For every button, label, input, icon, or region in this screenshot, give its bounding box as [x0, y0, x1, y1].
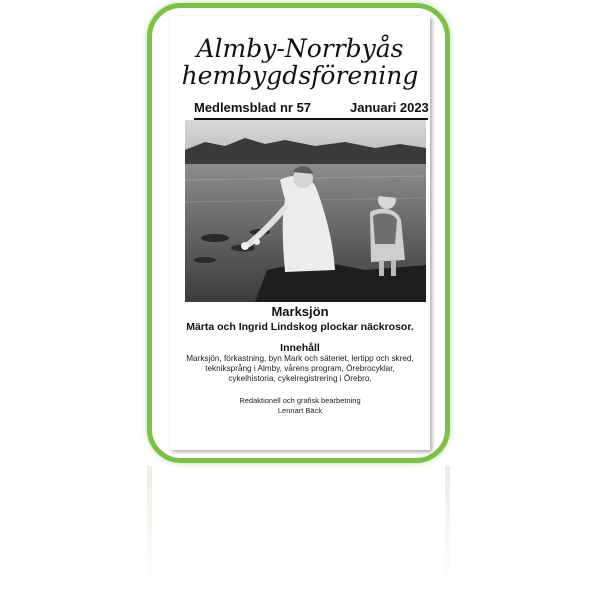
title-line-2: hembygdsförening — [181, 61, 419, 90]
caption-title: Marksjön — [271, 304, 329, 319]
contents-text: Marksjön, förkastning, byn Mark och säteriet, lertipp och skred, tekniksprång i Almby, vårens program, Örebrocyklar, cykelhistoria, cykelregistrering i Örebro. — [186, 354, 414, 383]
document-title — [170, 35, 430, 89]
contents-heading: Innehåll — [280, 342, 320, 354]
cover-card — [147, 3, 450, 463]
title-line-1: Almby-Norrbyås — [196, 34, 404, 63]
caption-subtitle: Märta och Ingrid Lindskog plockar näckrosor. — [186, 321, 414, 333]
credit-line-1: Redaktionell och grafisk bearbetning — [239, 396, 361, 405]
issue-number: Medlemsblad nr 57 — [194, 100, 312, 115]
credit-line-2: Lennart Bäck — [277, 405, 323, 415]
credit — [170, 396, 430, 415]
newsletter-page — [170, 16, 430, 450]
cover-photo — [185, 120, 426, 302]
issue-date: Januari 2023 — [350, 100, 429, 115]
cover-photo-image — [185, 120, 426, 302]
reflection-fade — [147, 466, 450, 600]
card-reflection — [147, 466, 450, 600]
